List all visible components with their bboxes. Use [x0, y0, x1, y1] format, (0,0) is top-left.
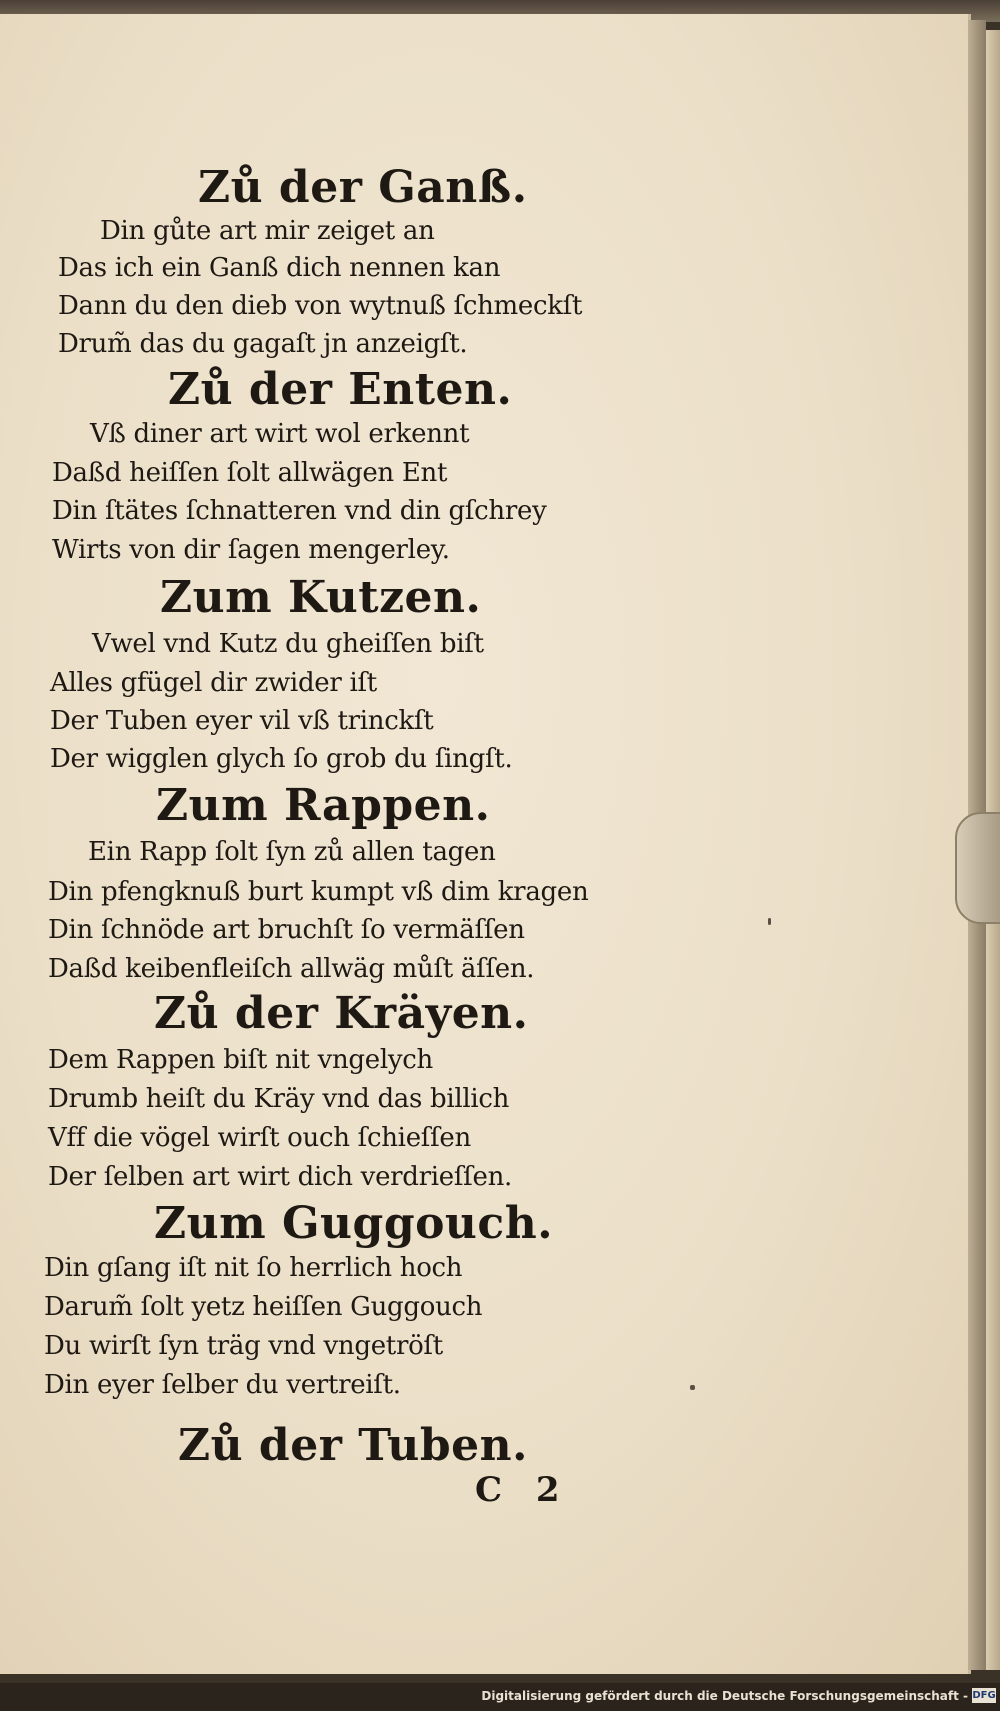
stanza-guggouch	[154, 1196, 553, 1252]
catchword	[178, 1418, 528, 1474]
stanza-heading: Zum Kutzen.	[160, 572, 482, 623]
verse-text: Der Tuben eyer vil vß trinckſt	[50, 706, 434, 736]
verse-text: Der ſelben art wirt dich verdrieſſen.	[48, 1162, 512, 1192]
verse-line	[48, 912, 525, 949]
verse-text: Din ſchnöde art bruchſt ſo vermäſſen	[48, 915, 525, 945]
verse-line	[92, 626, 484, 663]
verse-text: Vwel vnd Kutz du gheiſſen biſt	[92, 629, 484, 659]
verse-line	[100, 213, 435, 250]
verse-text: Din eyer ſelber du vertreiſt.	[44, 1370, 401, 1400]
stanza-rappen	[156, 778, 490, 834]
verse-line	[44, 1250, 462, 1287]
verse-text: Alles gfügel dir zwider iſt	[50, 668, 377, 698]
verse-text: Darum̃ ſolt yetz heiſſen Guggouch	[44, 1292, 483, 1322]
verse-line	[48, 1042, 433, 1079]
dfg-logo: DFG	[972, 1690, 996, 1701]
verse-text: Din pfengknuß burt kumpt vß dim kragen	[48, 877, 589, 907]
verse-text: Du wirſt ſyn träg vnd vngetröſt	[44, 1331, 443, 1361]
stanza-heading: Zum Rappen.	[156, 780, 491, 831]
stanza-heading: Zů der Kräyen.	[154, 988, 529, 1039]
catchword-text: Zů der Tuben.	[178, 1420, 528, 1471]
verse-text: Das ich ein Ganß dich nennen kan	[58, 253, 501, 283]
verse-line	[48, 874, 588, 911]
verse-line	[48, 1081, 509, 1118]
verse-text: Drum̃ das du gagaſt jn anzeigſt.	[58, 329, 468, 359]
verse-line	[52, 493, 546, 530]
verse-line	[58, 250, 500, 287]
verse-line	[50, 741, 512, 778]
digitization-credit: Digitalisierung gefördert durch die Deutsche Forschungsgemeinschaft -	[481, 1689, 968, 1703]
verse-line	[48, 1159, 512, 1196]
verse-line	[58, 326, 467, 363]
verse-line	[58, 288, 582, 325]
verse-text: Dann du den dieb von wytnuß ſchmeckſt	[58, 291, 583, 321]
verse-line	[44, 1367, 401, 1404]
verse-text: Wirts von dir ſagen mengerley.	[52, 535, 450, 565]
stanza-heading: Zum Guggouch.	[154, 1198, 554, 1249]
stanza-kraeyen	[154, 986, 529, 1042]
verse-line	[90, 416, 469, 453]
stanza-enten	[168, 362, 512, 418]
stanza-heading: Zů der Enten.	[168, 364, 513, 415]
verse-text: Ein Rapp ſolt ſyn zů allen tagen	[88, 837, 496, 867]
verse-text: Vß diner art wirt wol erkennt	[90, 419, 470, 449]
stanza-ganss	[0, 160, 700, 216]
verse-text: Vff die vögel wirſt ouch ſchieſſen	[48, 1123, 471, 1153]
verse-line	[50, 665, 377, 702]
verse-line	[50, 703, 433, 740]
signature-mark: C 2	[475, 1470, 560, 1510]
verse-text: Daßd heiſſen ſolt allwägen Ent	[52, 458, 448, 488]
verse-line	[44, 1328, 443, 1365]
verse-line	[48, 951, 534, 988]
verse-text: Din gſang iſt nit ſo herrlich hoch	[44, 1253, 463, 1283]
verse-text: Daßd keibenfleiſch allwäg můſt äſſen.	[48, 954, 535, 984]
verse-text: Drumb heiſt du Kräy vnd das billich	[48, 1084, 510, 1114]
verse-line	[52, 455, 447, 492]
ink-speck	[690, 1385, 695, 1390]
verse-line	[52, 532, 450, 569]
verse-text: Der wigglen glych ſo grob du ſingſt.	[50, 744, 513, 774]
verse-line	[44, 1289, 482, 1326]
stanza-kutzen	[160, 570, 481, 626]
ink-speck	[768, 918, 771, 925]
verse-text: Dem Rappen biſt nit vngelych	[48, 1045, 433, 1075]
stanza-heading: Zů der Ganß.	[198, 162, 528, 213]
verse-line	[88, 834, 496, 871]
verse-text: Din ſtätes ſchnatteren vnd din gſchrey	[52, 496, 547, 526]
book-clasp	[955, 812, 1000, 924]
verse-line	[48, 1120, 471, 1157]
verse-text: Din gůte art mir zeiget an	[100, 216, 435, 246]
